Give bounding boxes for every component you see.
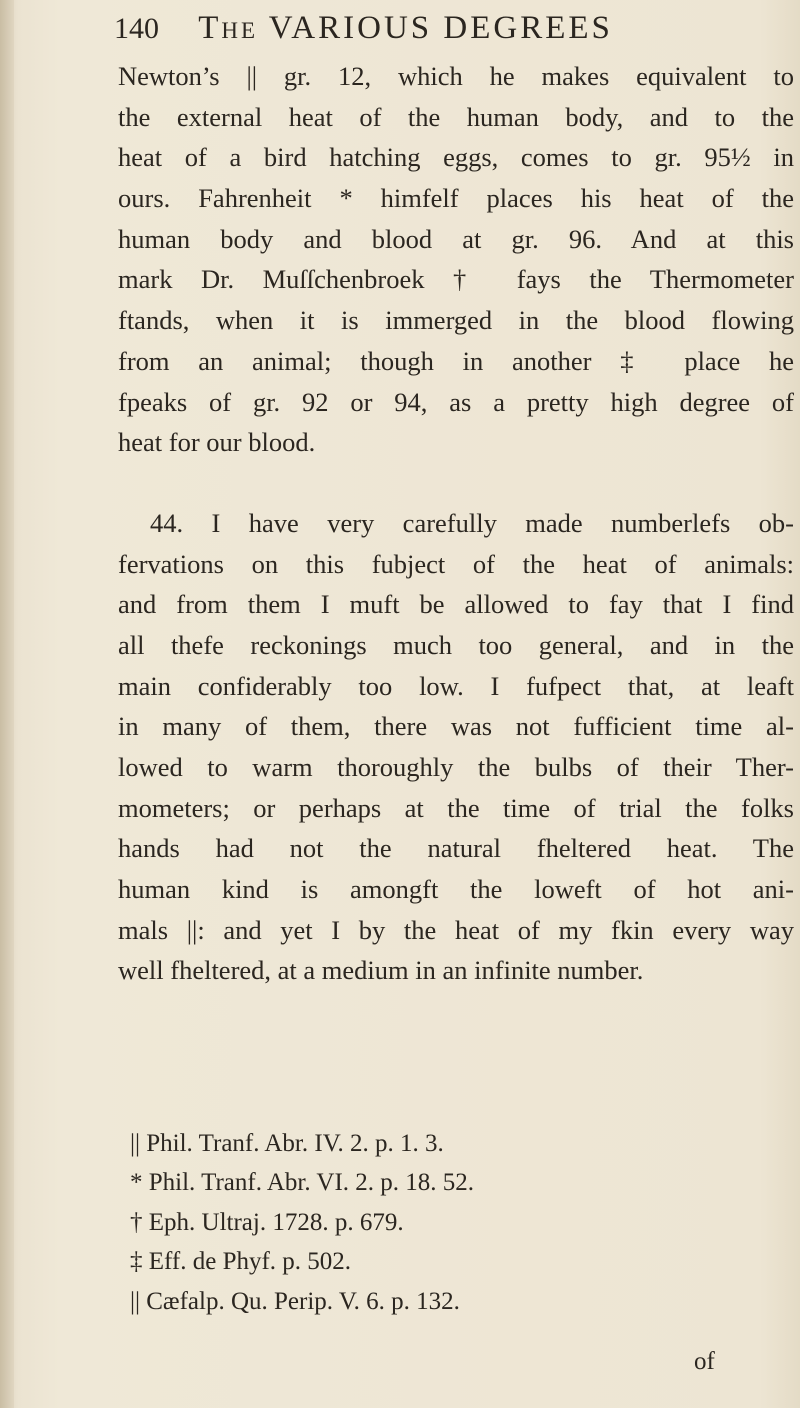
page-gutter-shadow — [0, 0, 14, 1408]
footnotes — [130, 1124, 750, 1321]
page-number: 140 — [114, 12, 159, 45]
footnote: * Phil. Tranf. Abr. VI. 2. p. 18. 52. — [130, 1169, 475, 1197]
text-line: fpeaks of gr. 92 or 94, as a pretty high degree of — [118, 386, 794, 417]
main-text — [118, 56, 794, 991]
footnote: † Eph. Ultraj. 1728. p. 679. — [130, 1208, 404, 1236]
text-line: ftands, when it is immerged in the blood flowing — [118, 305, 794, 336]
text-line: mark Dr. Muſſchenbroek † fays the Thermometer — [118, 264, 794, 295]
text-line: heat of a bird hatching eggs, comes to gr. 95½ in — [118, 142, 794, 173]
catchword: of — [694, 1348, 715, 1375]
text-line: from an animal; though in another ‡ place he — [118, 345, 794, 376]
footnote: || Cæfalp. Qu. Perip. V. 6. p. 132. — [130, 1287, 460, 1315]
text-line: Newton’s || gr. 12, which he makes equivalent to — [118, 61, 794, 91]
text-line: heat for our blood. — [118, 427, 316, 458]
text-line: mometers; or perhaps at the time of trial the folks — [118, 792, 794, 823]
footnote: || Phil. Tranf. Abr. IV. 2. p. 1. 3. — [130, 1130, 444, 1157]
text-line: the external heat of the human body, and to the — [118, 101, 794, 132]
text-line: fervations on this fubject of the heat of animals: — [118, 548, 794, 579]
text-line: mals ||: and yet I by the heat of my fkin every way — [118, 914, 794, 945]
page-header — [114, 10, 754, 60]
text-line: main confiderably too low. I fufpect that, at leaft — [118, 670, 794, 701]
paragraph-gap — [118, 463, 794, 503]
footnote: ‡ Eff. de Phyf. p. 502. — [130, 1248, 352, 1276]
text-line: ours. Fahrenheit * himfelf places his heat of the — [118, 183, 794, 214]
text-line: well fheltered, at a medium in an infinite number. — [118, 955, 644, 986]
text-line: in many of them, there was not fufficient time al- — [118, 711, 794, 742]
text-line: all thefe reckonings much too general, and in the — [118, 629, 794, 660]
text-line: human kind is amongft the loweft of hot ani- — [118, 874, 794, 905]
text-line: and from them I muft be allowed to fay that I find — [118, 589, 794, 620]
text-line: 44. I have very carefully made numberlefs ob- — [150, 507, 794, 538]
text-line: hands had not the natural fheltered heat. The — [118, 833, 794, 864]
text-line: human body and blood at gr. 96. And at this — [118, 223, 794, 254]
text-line: lowed to warm thoroughly the bulbs of their Ther- — [118, 752, 794, 782]
running-title: The VARIOUS DEGREES — [198, 10, 613, 46]
